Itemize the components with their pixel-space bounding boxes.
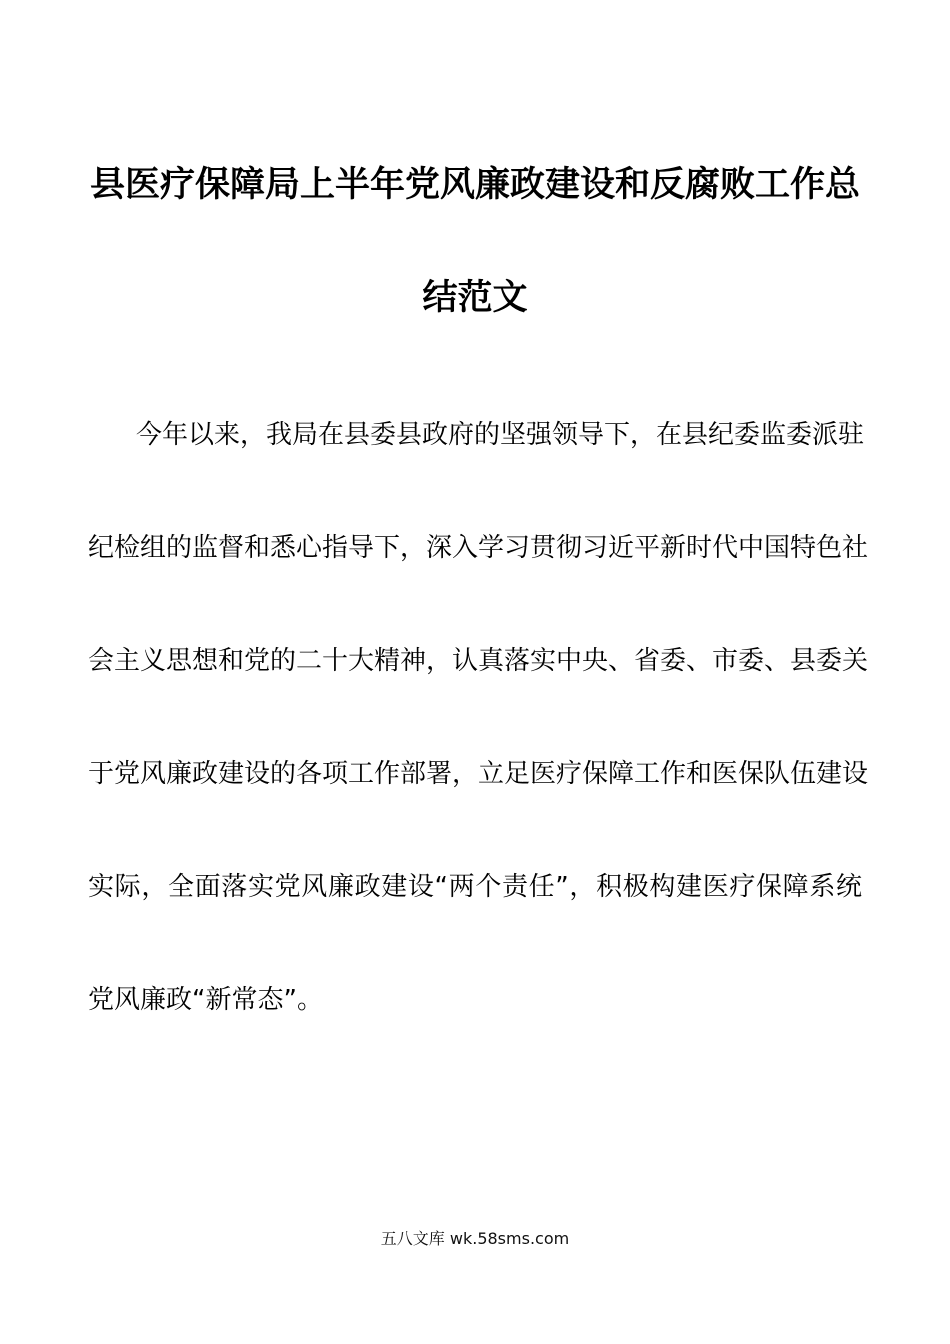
paragraph-line-3: 会主义思想和党的二十大精神，认真落实中央、省委、市委、县委关 [88,646,869,676]
paragraph-line-6: 党风廉政“新常态”。 [88,985,323,1015]
document-title-line-2: 结范文 [422,278,528,318]
paragraph-line-5: 实际，全面落实党风廉政建设“两个责任”，积极构建医疗保障系统 [88,872,862,902]
document-title-line-1: 县医疗保障局上半年党风廉政建设和反腐败工作总 [89,165,860,205]
paragraph-line-1: 今年以来，我局在县委县政府的坚强领导下，在县纪委监委派驻 [136,420,865,450]
paragraph-line-2: 纪检组的监督和悉心指导下，深入学习贯彻习近平新时代中国特色社 [88,533,869,563]
paragraph-line-4: 于党风廉政建设的各项工作部署，立足医疗保障工作和医保队伍建设 [88,759,869,789]
footer-watermark-text: 五八文库 wk.58sms.com [380,1229,570,1248]
